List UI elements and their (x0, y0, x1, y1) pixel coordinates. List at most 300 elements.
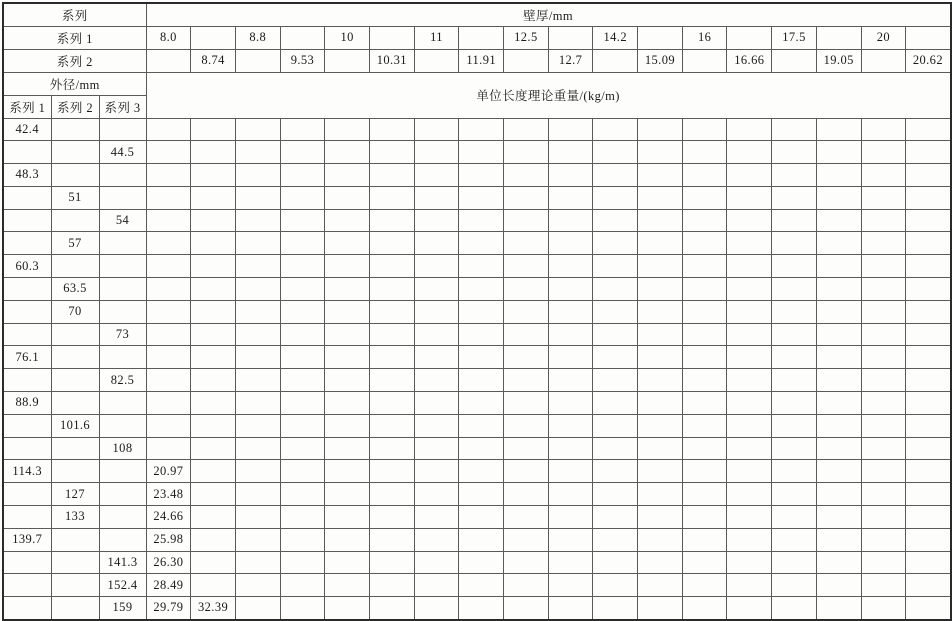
weight-cell (146, 346, 191, 369)
weight-cell (459, 506, 504, 529)
weight-cell (772, 186, 817, 209)
weight-cell (682, 346, 727, 369)
weight-cell (504, 278, 549, 301)
weight-cell (638, 528, 683, 551)
weight-cell (772, 209, 817, 232)
od-series3-cell (99, 414, 146, 437)
weight-cell (548, 255, 593, 278)
weight-cell (861, 346, 906, 369)
weight-cell (727, 323, 772, 346)
od-series1-cell (3, 369, 51, 392)
weight-cell (638, 278, 683, 301)
series-corner-label: 系列 (3, 3, 146, 26)
weight-cell (593, 141, 638, 164)
weight-cell (682, 141, 727, 164)
weight-cell (459, 323, 504, 346)
weight-cell (235, 300, 280, 323)
weight-cell (906, 232, 951, 255)
weight-cell (191, 186, 236, 209)
weight-cell (325, 300, 370, 323)
od-series3-cell (99, 300, 146, 323)
weight-cell (191, 528, 236, 551)
weight-cell (906, 209, 951, 232)
weight-cell (548, 369, 593, 392)
od-series1-cell (3, 209, 51, 232)
weight-cell (280, 506, 325, 529)
weight-cell (235, 392, 280, 415)
thickness-series2-value-cell (504, 49, 549, 72)
weight-cell (504, 323, 549, 346)
weight-cell (369, 437, 414, 460)
weight-cell (727, 346, 772, 369)
weight-cell (191, 209, 236, 232)
thickness-series2-value-cell: 16.66 (727, 49, 772, 72)
weight-cell (816, 118, 861, 141)
weight-cell (235, 118, 280, 141)
weight-cell (682, 278, 727, 301)
weight-cell (906, 141, 951, 164)
unit-weight-header: 单位长度理论重量/(kg/m) (146, 72, 951, 118)
weight-cell (638, 209, 683, 232)
od-series1-cell: 42.4 (3, 118, 51, 141)
weight-cell (504, 460, 549, 483)
weight-cell (906, 186, 951, 209)
od-series1-cell: 88.9 (3, 392, 51, 415)
thickness-series2-label: 系列 2 (3, 49, 146, 72)
weight-cell (325, 323, 370, 346)
weight-cell (593, 414, 638, 437)
weight-cell (504, 369, 549, 392)
header-row-outer-diameter (3, 72, 951, 95)
thickness-series2-value-cell: 20.62 (906, 49, 951, 72)
weight-cell (816, 164, 861, 187)
weight-cell (235, 164, 280, 187)
weight-cell (816, 369, 861, 392)
weight-cell (191, 141, 236, 164)
weight-cell (727, 551, 772, 574)
weight-cell (191, 232, 236, 255)
od-series2-cell (51, 346, 99, 369)
weight-cell (414, 574, 459, 597)
weight-cell (459, 460, 504, 483)
thickness-series2-value-cell (414, 49, 459, 72)
weight-cell (504, 118, 549, 141)
weight-cell (906, 346, 951, 369)
od-series1-cell (3, 414, 51, 437)
thickness-series1-value-cell: 8.8 (235, 26, 280, 49)
weight-cell (235, 369, 280, 392)
weight-cell (280, 597, 325, 620)
weight-cell (325, 346, 370, 369)
weight-cell (593, 323, 638, 346)
weight-cell (548, 506, 593, 529)
od-series2-cell (51, 460, 99, 483)
weight-cell (414, 186, 459, 209)
od-series2-cell (51, 141, 99, 164)
weight-cell (504, 597, 549, 620)
thickness-series1-value-cell: 11 (414, 26, 459, 49)
weight-cell (459, 346, 504, 369)
od-series3-cell: 73 (99, 323, 146, 346)
weight-cell (504, 392, 549, 415)
od-series1-cell: 48.3 (3, 164, 51, 187)
weight-cell (861, 278, 906, 301)
od-series3-cell (99, 164, 146, 187)
od-subheader-series2: 系列 2 (51, 95, 99, 118)
weight-cell (638, 506, 683, 529)
weight-cell (369, 597, 414, 620)
weight-cell (235, 551, 280, 574)
weight-cell: 23.48 (146, 483, 191, 506)
weight-cell (504, 414, 549, 437)
weight-cell (235, 528, 280, 551)
thickness-series1-value-cell: 14.2 (593, 26, 638, 49)
weight-cell (414, 300, 459, 323)
weight-cell (727, 414, 772, 437)
od-series3-cell: 141.3 (99, 551, 146, 574)
table-row (3, 118, 951, 141)
weight-cell (548, 209, 593, 232)
weight-cell (816, 232, 861, 255)
weight-cell (816, 141, 861, 164)
weight-cell (191, 460, 236, 483)
weight-cell (638, 118, 683, 141)
od-series2-cell: 51 (51, 186, 99, 209)
table-row (3, 460, 951, 483)
thickness-series1-value-cell (727, 26, 772, 49)
weight-cell (682, 574, 727, 597)
weight-cell (414, 506, 459, 529)
weight-cell (146, 164, 191, 187)
weight-cell (816, 323, 861, 346)
weight-cell (727, 232, 772, 255)
weight-cell (638, 141, 683, 164)
weight-cell (593, 186, 638, 209)
thickness-series1-value-cell (191, 26, 236, 49)
weight-cell (772, 164, 817, 187)
weight-cell (325, 369, 370, 392)
weight-cell (548, 392, 593, 415)
weight-cell (727, 460, 772, 483)
weight-cell (369, 551, 414, 574)
weight-cell (682, 460, 727, 483)
weight-cell (325, 483, 370, 506)
weight-cell (682, 392, 727, 415)
weight-cell (772, 369, 817, 392)
weight-cell (816, 278, 861, 301)
weight-cell (816, 209, 861, 232)
weight-cell (548, 460, 593, 483)
weight-cell (459, 278, 504, 301)
weight-cell (414, 369, 459, 392)
thickness-series1-value-cell: 12.5 (504, 26, 549, 49)
weight-cell (369, 186, 414, 209)
weight-cell (191, 437, 236, 460)
weight-cell (414, 528, 459, 551)
weight-cell (906, 414, 951, 437)
weight-cell (325, 278, 370, 301)
od-series1-cell: 76.1 (3, 346, 51, 369)
weight-cell (504, 232, 549, 255)
weight-cell (682, 209, 727, 232)
weight-cell (772, 460, 817, 483)
table-row (3, 392, 951, 415)
weight-cell (369, 300, 414, 323)
table-row (3, 209, 951, 232)
od-series1-cell: 114.3 (3, 460, 51, 483)
od-series1-cell (3, 574, 51, 597)
weight-cell (191, 164, 236, 187)
weight-cell: 26.30 (146, 551, 191, 574)
weight-cell (548, 346, 593, 369)
od-series1-cell (3, 186, 51, 209)
weight-cell (235, 209, 280, 232)
weight-cell (861, 551, 906, 574)
weight-cell (414, 323, 459, 346)
weight-cell (191, 369, 236, 392)
weight-cell (861, 164, 906, 187)
table-row (3, 278, 951, 301)
weight-cell (414, 255, 459, 278)
weight-cell (727, 118, 772, 141)
od-series2-cell (51, 209, 99, 232)
weight-cell (280, 392, 325, 415)
weight-cell (191, 414, 236, 437)
weight-cell (325, 551, 370, 574)
weight-cell (906, 369, 951, 392)
weight-cell (548, 551, 593, 574)
weight-cell (414, 141, 459, 164)
weight-cell (325, 255, 370, 278)
weight-cell (861, 528, 906, 551)
weight-cell (727, 506, 772, 529)
weight-cell (280, 323, 325, 346)
weight-cell (504, 506, 549, 529)
weight-cell (861, 597, 906, 620)
weight-cell (280, 346, 325, 369)
weight-cell (638, 551, 683, 574)
weight-cell (504, 141, 549, 164)
weight-cell (638, 574, 683, 597)
table-row (3, 437, 951, 460)
weight-cell (593, 118, 638, 141)
weight-cell (280, 528, 325, 551)
weight-cell (593, 255, 638, 278)
weight-cell (593, 369, 638, 392)
weight-cell (727, 300, 772, 323)
outer-diameter-header: 外径/mm (3, 72, 146, 95)
thickness-series1-value-cell (280, 26, 325, 49)
weight-cell (772, 392, 817, 415)
weight-cell (906, 278, 951, 301)
od-series1-cell: 60.3 (3, 255, 51, 278)
weight-cell (861, 369, 906, 392)
weight-cell (593, 460, 638, 483)
weight-cell (280, 232, 325, 255)
od-series3-cell (99, 255, 146, 278)
weight-cell (682, 255, 727, 278)
table-row (3, 483, 951, 506)
weight-cell (414, 551, 459, 574)
od-series2-cell (51, 369, 99, 392)
weight-cell (504, 574, 549, 597)
weight-cell (414, 392, 459, 415)
weight-cell (369, 164, 414, 187)
thickness-series2-value-cell: 10.31 (369, 49, 414, 72)
thickness-series2-value-cell (235, 49, 280, 72)
weight-cell (772, 597, 817, 620)
table-row (3, 414, 951, 437)
weight-cell (414, 483, 459, 506)
weight-cell (727, 209, 772, 232)
weight-cell (816, 528, 861, 551)
od-series1-cell (3, 437, 51, 460)
weight-cell (504, 437, 549, 460)
weight-cell (638, 346, 683, 369)
weight-cell (638, 483, 683, 506)
wall-thickness-header: 壁厚/mm (146, 3, 951, 26)
weight-cell (548, 574, 593, 597)
weight-cell (682, 323, 727, 346)
weight-cell (772, 574, 817, 597)
weight-cell (459, 369, 504, 392)
weight-cell (727, 141, 772, 164)
od-subheader-series3: 系列 3 (99, 95, 146, 118)
weight-cell (325, 506, 370, 529)
weight-cell (548, 437, 593, 460)
table-row (3, 141, 951, 164)
weight-cell (906, 323, 951, 346)
weight-cell (504, 164, 549, 187)
weight-cell (325, 528, 370, 551)
thickness-series1-value-cell: 16 (682, 26, 727, 49)
weight-cell (772, 551, 817, 574)
weight-cell (593, 278, 638, 301)
weight-cell (191, 323, 236, 346)
weight-cell (191, 574, 236, 597)
od-series3-cell (99, 118, 146, 141)
weight-cell (548, 528, 593, 551)
weight-cell (861, 460, 906, 483)
weight-cell (369, 392, 414, 415)
weight-cell (280, 369, 325, 392)
weight-cell (459, 392, 504, 415)
weight-cell (459, 414, 504, 437)
weight-cell (682, 300, 727, 323)
weight-cell (638, 300, 683, 323)
weight-cell (593, 164, 638, 187)
weight-cell (325, 437, 370, 460)
weight-cell (906, 255, 951, 278)
weight-cell (369, 414, 414, 437)
weight-cell (146, 414, 191, 437)
thickness-series1-value-cell (638, 26, 683, 49)
weight-cell (325, 118, 370, 141)
weight-cell (235, 414, 280, 437)
od-series1-cell (3, 483, 51, 506)
thickness-series2-value-cell: 12.7 (548, 49, 593, 72)
table-row (3, 164, 951, 187)
weight-cell (280, 460, 325, 483)
weight-cell (414, 346, 459, 369)
weight-cell (235, 574, 280, 597)
weight-cell (414, 118, 459, 141)
weight-cell (772, 414, 817, 437)
weight-cell (325, 209, 370, 232)
weight-cell (235, 437, 280, 460)
thickness-series1-value-cell: 17.5 (772, 26, 817, 49)
weight-cell (906, 597, 951, 620)
od-series3-cell (99, 186, 146, 209)
od-series2-cell (51, 437, 99, 460)
weight-cell (816, 414, 861, 437)
table-row (3, 506, 951, 529)
weight-cell (682, 597, 727, 620)
weight-cell (682, 232, 727, 255)
od-series3-cell (99, 460, 146, 483)
weight-cell (459, 551, 504, 574)
weight-cell (682, 437, 727, 460)
weight-cell (727, 392, 772, 415)
weight-cell (816, 255, 861, 278)
weight-cell (727, 255, 772, 278)
weight-cell (548, 278, 593, 301)
od-series2-cell: 63.5 (51, 278, 99, 301)
weight-cell (280, 164, 325, 187)
weight-cell (325, 460, 370, 483)
thickness-series1-value-cell (369, 26, 414, 49)
weight-cell (548, 597, 593, 620)
weight-cell (280, 141, 325, 164)
weight-cell (459, 232, 504, 255)
weight-cell (861, 141, 906, 164)
weight-cell (146, 392, 191, 415)
od-series1-cell (3, 232, 51, 255)
weight-cell (280, 574, 325, 597)
header-row-thickness-series2 (3, 49, 951, 72)
weight-cell (638, 460, 683, 483)
pipe-weight-table (2, 2, 952, 621)
weight-cell (638, 164, 683, 187)
weight-cell (235, 323, 280, 346)
weight-cell (772, 346, 817, 369)
weight-cell (459, 186, 504, 209)
thickness-series2-value-cell: 8.74 (191, 49, 236, 72)
weight-cell (861, 414, 906, 437)
weight-cell (548, 323, 593, 346)
weight-cell (772, 255, 817, 278)
weight-cell (504, 186, 549, 209)
od-series1-cell (3, 506, 51, 529)
od-series3-cell: 152.4 (99, 574, 146, 597)
od-series2-cell (51, 118, 99, 141)
weight-cell (906, 300, 951, 323)
weight-cell (325, 392, 370, 415)
weight-cell (816, 186, 861, 209)
weight-cell (816, 460, 861, 483)
weight-cell (816, 574, 861, 597)
od-series2-cell: 127 (51, 483, 99, 506)
table-row (3, 255, 951, 278)
od-series3-cell: 159 (99, 597, 146, 620)
od-series1-cell (3, 278, 51, 301)
weight-cell (727, 369, 772, 392)
weight-cell (369, 528, 414, 551)
weight-cell (682, 164, 727, 187)
weight-cell (548, 186, 593, 209)
weight-cell (235, 346, 280, 369)
od-series3-cell (99, 346, 146, 369)
